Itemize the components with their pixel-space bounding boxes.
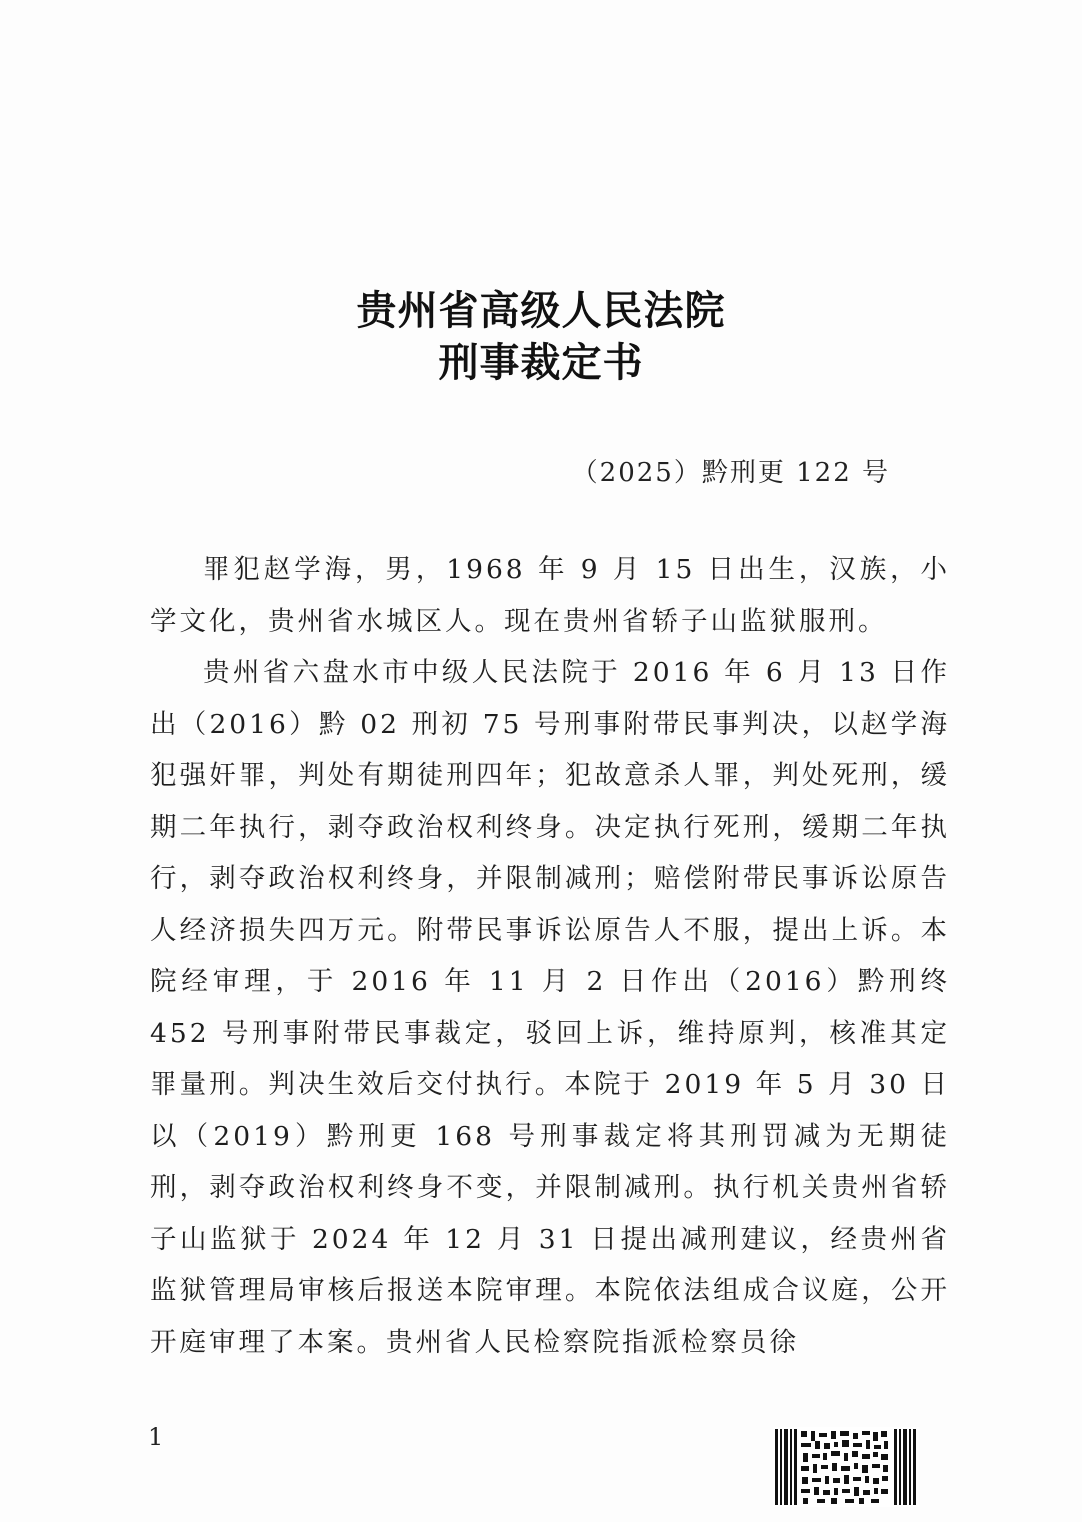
paragraph-case-history: 贵州省六盘水市中级人民法院于 2016 年 6 月 13 日作出（2016）黔 02 刑初 75 号刑事附带民事判决，以赵学海犯强奸罪，判处有期徒刑四年；犯故意杀人罪，判处死刑，缓期二年执行，剥夺政治权利终身。决定执行死刑，缓期二年执行，剥夺政治权利终身，并限制减刑；赔偿附带民事诉讼原告人经济损失四万元。附带民事诉讼原告人不服，提出上诉。本院经审理，于 2016 年 11 月 2 日作出（2016）黔刑终 452 号刑事附带民事裁定，驳回上诉，维持原判，核准其定罪量刑。判决生效后交付执行。本院于 2019 年 5 月 30 日以（2019）黔刑更 168 号刑事裁定将其刑罚减为无期徒刑，剥夺政治权利终身不变，并限制减刑。执行机关贵州省轿子山监狱于 2024 年 12 月 31 日提出减刑建议，经贵州省监狱管理局审核后报送本院审理。本院依法组成合议庭，公开开庭审理了本案。贵州省人民检察院指派检察员徐	[150, 657, 950, 1358]
paragraph-defendant-info: 罪犯赵学海，男，1968 年 9 月 15 日出生，汉族，小学文化，贵州省水城区人。现在贵州省轿子山监狱服刑。	[150, 554, 950, 637]
document-body	[150, 544, 950, 1368]
page-number: 1	[148, 1423, 164, 1451]
case-number: （2025）黔刑更 122 号	[571, 458, 890, 488]
document-header	[0, 285, 1082, 389]
court-name: 贵州省高级人民法院	[356, 288, 726, 334]
document-type: 刑事裁定书	[438, 340, 644, 386]
qr-barcode-icon	[773, 1427, 919, 1507]
